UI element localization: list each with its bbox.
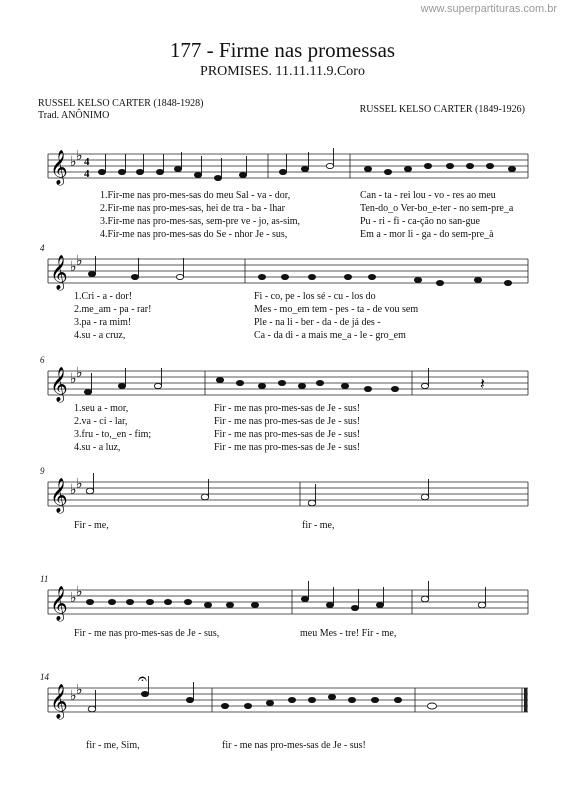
lyric-line: Fir - me nas pro-mes-sas de Je - sus! xyxy=(214,429,361,440)
composer-credit: RUSSEL KELSO CARTER (1849-1926) xyxy=(359,104,525,115)
svg-text:♭: ♭ xyxy=(70,155,77,170)
svg-text:♭: ♭ xyxy=(76,683,83,698)
song-subtitle: PROMISES. 11.11.11.9.Coro xyxy=(200,64,365,79)
svg-text:♭: ♭ xyxy=(70,591,77,606)
lyric-line: 2.Fir-me nas pro-mes-sas, hei de tra - ba - lhar xyxy=(100,203,286,214)
lyric-line: Fir - me nas pro-mes-sas de Je - sus, xyxy=(74,628,220,639)
lyric-line: Fir - me, xyxy=(74,520,109,531)
lyric-line: fir - me, Sim, xyxy=(86,740,140,751)
svg-text:𝄽: 𝄽 xyxy=(480,376,485,393)
lyric-line: 1.Fir-me nas pro-mes-sas do meu Sal - va - dor, xyxy=(100,190,291,201)
lyric-line: Fir - me nas pro-mes-sas de Je - sus! xyxy=(214,403,361,414)
lyric-line: 4.su - a cruz, xyxy=(74,330,126,341)
lyric-line: Fir - me nas pro-mes-sas de Je - sus! xyxy=(214,442,361,453)
svg-text:♭: ♭ xyxy=(76,585,83,600)
measure-number: 9 xyxy=(40,466,45,476)
svg-text:♭: ♭ xyxy=(76,149,83,164)
song-title: 177 - Firme nas promessas xyxy=(169,38,396,62)
staff-4 xyxy=(0,466,565,526)
lyric-line: meu Mes - tre! Fir - me, xyxy=(300,628,397,639)
lyric-line: Em a - mor li - ga - do sem-pre_à xyxy=(360,229,494,240)
lyric-line: 2.me_am - pa - rar! xyxy=(74,304,152,315)
treble-clef-icon: 𝄞 xyxy=(50,255,68,290)
lyric-line: 1.seu a - mor, xyxy=(74,403,129,414)
lyric-line: Ple - na li - ber - da - de já des - xyxy=(254,317,381,328)
music-system-5 xyxy=(0,574,565,644)
lyric-line: Fir - me nas pro-mes-sas de Je - sus! xyxy=(214,416,361,427)
lyricist-credit: RUSSEL KELSO CARTER (1848-1928) xyxy=(38,98,204,109)
measure-number: 4 xyxy=(40,243,45,253)
lyric-line: 2.va - ci - lar, xyxy=(74,416,128,427)
lyric-line: fir - me nas pro-mes-sas de Je - sus! xyxy=(222,740,366,751)
music-system-6 xyxy=(0,672,565,757)
svg-text:4: 4 xyxy=(84,168,90,180)
lyric-line: Can - ta - rei lou - vo - res ao meu xyxy=(360,190,496,201)
svg-text:♭: ♭ xyxy=(70,689,77,704)
lyric-line: 4.Fir-me nas pro-mes-sas do Se - nhor Je - sus, xyxy=(100,229,288,240)
lyric-line: Ca - da di - a mais me_a - le - gro_em xyxy=(254,330,406,341)
staff-6 xyxy=(0,672,565,732)
measure-number: 6 xyxy=(40,355,45,365)
treble-clef-icon: 𝄞 xyxy=(50,586,68,621)
treble-clef-icon: 𝄞 xyxy=(50,684,68,719)
svg-text:♭: ♭ xyxy=(76,366,83,381)
measure-number: 14 xyxy=(40,672,49,682)
lyric-line: 3.Fir-me nas pro-mes-sas, sem-pre ve - jo, as-sim, xyxy=(100,216,301,227)
watermark: www.superpartituras.com.br xyxy=(420,3,557,15)
svg-text:4: 4 xyxy=(84,156,90,168)
treble-clef-icon: 𝄞 xyxy=(50,367,68,402)
treble-clef-icon: 𝄞 xyxy=(50,150,68,185)
svg-text:♭: ♭ xyxy=(70,372,77,387)
lyric-line: fir - me, xyxy=(302,520,335,531)
lyric-line: Mes - mo_em tem - pes - ta - de vou sem xyxy=(254,304,419,315)
music-system-1 xyxy=(0,148,565,258)
music-system-3 xyxy=(0,355,565,453)
lyric-line: Ten-do_o Ver-bo_e-ter - no sem-pre_a xyxy=(360,203,514,214)
music-system-4 xyxy=(0,466,565,536)
svg-text:♭: ♭ xyxy=(70,483,77,498)
svg-text:♭: ♭ xyxy=(76,254,83,269)
svg-text:♭: ♭ xyxy=(76,477,83,492)
lyric-line: 1.Cri - a - dor! xyxy=(74,291,133,302)
lyric-line: Pu - ri - fi - ca-ção no san-gue xyxy=(360,216,480,227)
music-system-2 xyxy=(0,243,565,341)
lyric-line: 3.fru - to,_en - fim; xyxy=(74,429,152,440)
treble-clef-icon: 𝄞 xyxy=(50,478,68,513)
lyric-line: 4.su - a luz, xyxy=(74,442,121,453)
svg-text:♭: ♭ xyxy=(70,260,77,275)
staff-5 xyxy=(0,574,565,634)
fermata-icon: 𝄐 xyxy=(138,671,147,688)
lyric-line: 3.pa - ra mim! xyxy=(74,317,132,328)
translator-credit: Trad. ANÔNIMO xyxy=(38,110,110,121)
lyric-line: Fi - co, pe - los sé - cu - los do xyxy=(254,291,376,302)
measure-number: 11 xyxy=(40,574,49,584)
